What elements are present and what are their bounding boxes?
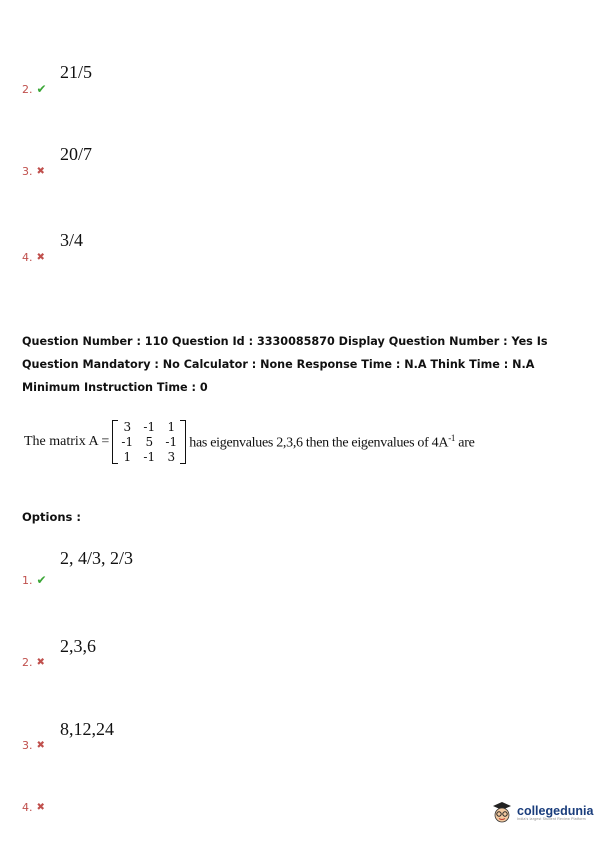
options-label: Options : xyxy=(22,510,81,524)
option-1-number: 1. ✔ xyxy=(22,573,47,587)
matrix-cell: -1 xyxy=(143,420,156,434)
cross-icon: ✖ xyxy=(36,252,45,263)
matrix-cell: 1 xyxy=(167,420,176,434)
option-3-number: 3. ✖ xyxy=(22,739,45,752)
question-suffix: has eigenvalues 2,3,6 then the eigenvalues of $4A^{-1}$ are xyxy=(189,432,475,451)
question-prefix: The matrix A = xyxy=(24,434,110,449)
logo-name: collegedunia xyxy=(517,804,594,818)
option-2-number: 2. ✖ xyxy=(22,656,45,669)
matrix-cell: -1 xyxy=(121,435,134,449)
prev-option-2-text: 21/5 xyxy=(60,62,93,82)
check-icon: ✔ xyxy=(36,573,47,587)
collegedunia-logo xyxy=(490,800,593,826)
prev-option-4-number: 4. ✖ xyxy=(22,251,45,264)
matrix-cell: 3 xyxy=(123,420,132,434)
cross-icon: ✖ xyxy=(36,657,45,668)
prev-option-2-number: 2. ✔ xyxy=(22,82,47,96)
cross-icon: ✖ xyxy=(36,802,45,813)
logo-tagline: India's largest Student Review Platform xyxy=(517,817,586,821)
cross-icon: ✖ xyxy=(36,740,45,751)
prev-option-3-text: 20/7 xyxy=(60,144,93,164)
option-1-text: 2, 4/3, 2/3 xyxy=(60,548,134,568)
matrix-cell: -1 xyxy=(143,450,156,464)
check-icon: ✔ xyxy=(36,82,47,96)
prev-option-3-number: 3. ✖ xyxy=(22,165,45,178)
matrix-a xyxy=(112,420,186,464)
matrix-cell: -1 xyxy=(165,435,178,449)
mascot-icon xyxy=(490,800,514,826)
matrix-cell: 3 xyxy=(167,450,176,464)
cross-icon: ✖ xyxy=(36,166,45,177)
prev-option-4-text: 3/4 xyxy=(60,230,84,250)
question-info: Question Number : 110 Question Id : 3330085870 Display Question Number : Yes Is Question Mandatory : No Calculator : None Response Time : N.A Think Time : N.A Minimum Instruction Time : 0 xyxy=(22,335,548,394)
superscript-inverse: -1 xyxy=(448,432,456,443)
option-2-text: 2,3,6 xyxy=(60,636,96,656)
matrix-cell: 5 xyxy=(145,435,154,449)
option-3-text: 8,12,24 xyxy=(60,719,114,739)
option-4-number: 4. ✖ xyxy=(22,801,45,814)
matrix-cell: 1 xyxy=(123,450,132,464)
question-text xyxy=(24,412,475,472)
